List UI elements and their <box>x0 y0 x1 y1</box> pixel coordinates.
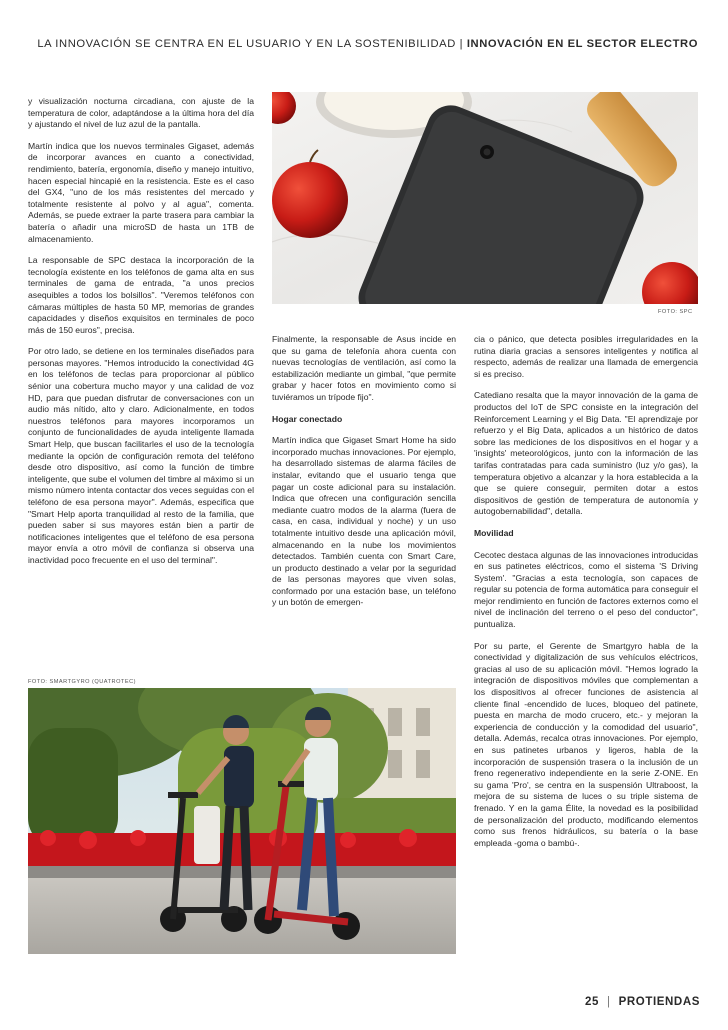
running-header <box>37 38 698 50</box>
photo-credit-smartgyro: FOTO: SMARTGYRO (QUATROTEC) <box>28 679 136 685</box>
photo-tablet <box>272 92 698 304</box>
magazine-name: PROTIENDAS <box>618 996 700 1008</box>
article-column-1 <box>28 96 254 577</box>
col3-paragraph: cia o pánico, que detecta posibles irregularidades en la rutina diaria gracias a sensores inteligentes y notifica al respecto, además de realizar una llamada de emergencia si es preciso. <box>474 334 698 379</box>
photo-credit-spc: FOTO: SPC <box>658 309 693 315</box>
subheading-movilidad: Movilidad <box>474 527 514 538</box>
col3-paragraph: Cecotec destaca algunas de las innovaciones introducidas en sus patinetes eléctricos, como el sistema 'S Driving System'. "Gracias a esta tecnología, son capaces de regular su potencia de forma automática para conseguir el mejor rendimiento en función de factores externos como el nivel de inclinación del terreno o el peso del conductor", puntualiza. <box>474 549 698 630</box>
header-text: LA INNOVACIÓN SE CENTRA EN EL USUARIO Y EN LA SOSTENIBILIDAD | <box>37 38 467 50</box>
header-section: INNOVACIÓN EN EL SECTOR ELECTRO <box>466 38 698 50</box>
tablet-photo-illustration <box>272 92 698 304</box>
photo-scooters <box>28 688 456 954</box>
page-footer <box>585 996 700 1008</box>
article-column-2 <box>272 334 456 619</box>
col1-paragraph: Por otro lado, se detiene en los terminales diseñados para personas mayores. "Hemos introducido la conectividad 4G en los teléfonos de teclas para proporcionar al público sénior una cobertura mucho mayor y una calidad de voz HD, para que puedan disfrutar de conversaciones con un audio más nítido, alto y claro. Adicionalmente, en todos nuestros teléfonos para mayores incorporamos un conjunto de funcionalidades de ayuda inteligente llamada Smart Help, que buscan facilitarles el uso de la tecnología mediante la opción de configuración remota del teléfono desde otro dispositivo, así como la función de timbre inteligente, que sube el volumen del timbre al máximo si un mismo número intenta contactar dos veces seguidas con el teléfono de esa persona mayor". Además, especifica que "Smart Help aporta tranquilidad al resto de la familia, que pueden saber si sus mayores están bien a partir de notificaciones inteligentes que el teléfono de esa persona mayor envía a otro móvil de confianza si observa una inactividad poco frecuente en el uso del terminal". <box>28 346 254 565</box>
scooter-photo-illustration <box>28 688 456 954</box>
col3-paragraph: Por su parte, el Gerente de Smartgyro habla de la conectividad y digitalización de sus vehículos eléctricos, gracias al uso de su aplicación móvil. "Hemos logrado la integración de dispositivos móviles que complementan a los dispositivos al ofrecer funciones de asistencia al cliente final -encendido de luces, bloqueo del patinete, puesta en marcha de modo crucero, etc.- y mejoran la experiencia de conducción y la comodidad del usuario", detalla. Además, recalca otras innovaciones. Por ejemplo, en sus patinetes urbanos y ligeros, habla de la incorporación de suspensión trasera o la inclusión de un freno regenerativo independiente en la serie Z-ONE. En su gama 'Pro', se centra en la suspensión Ultraboost, la mejora de su sistema de luces o su triple sistema de frenado. Y en la gama Élite, la novedad es la posibilidad de personalización del producto, modificando elementos como sus frenos hidráulicos, su batería o la base empleada -goma o bambú-. <box>474 640 698 848</box>
article-column-3 <box>474 334 698 859</box>
col1-paragraph: Martín indica que los nuevos terminales Gigaset, además de incorporar avances en cuanto a conectividad, rendimiento, batería, ergonomía, diseño y manejo intuitivo, hacen especial hincapié en la resistencia. Este es el caso del GX4, "uno de los más resistentes del mercado y totalmente resistente al polvo y al agua", comenta. Además, se puede extraer la parte trasera para cambiar la batería o añadir una microSD de hasta un 1TB de almacenamiento. <box>28 140 254 244</box>
col2-paragraph: Martín indica que Gigaset Smart Home ha sido incorporado muchas innovaciones. Por ejemplo, ha desarrollado sistemas de alarma fáciles de instalar, evitando que el usuario tenga que pagar un coste adicional para su instalación. Indica que ofrecen una configuración sencilla mediante cuatro modos de la alarma (fuera de casa, en casa, individual y noche) y un uso totalmente intuitivo desde una aplicación móvil, almacenando en la nube los movimientos detectados. También cuenta con Smart Care, un producto destinado a velar por la seguridad de las personas mayores que viven solas, conformado por una estación base, un teléfono y un botón de emergen- <box>272 435 456 608</box>
col1-paragraph: La responsable de SPC destaca la incorporación de la tecnología existente en los teléfonos de gama alta en sus terminales de gama de entrada, "a unos precios asequibles a todos los bolsillos". "Veremos teléfonos con cámaras múltiples de hasta 50 MP, memorias de grandes capacidades y diseños exquisitos en terminales de poco más de 150 euros", precisa. <box>28 255 254 335</box>
col3-paragraph: Catediano resalta que la mayor innovación de la gama de productos del IoT de SPC consiste en la integración del Reinforcement Learning y el Big Data. "El aprendizaje por refuerzo y el Big Data, aplicados a un histórico de datos sobre las mediciones de los dispositivos en el hogar y a 'insights' meteorológicos, junto con la información de las tarifas contratadas para cada suministro (luz y/o gas), la temperatura objetivo a alcanzar y la hora establecida a la que se quiere conseguir, permiten dotar a estos dispositivos de gestión de temperatura de autonomía y autogobernabilidad", detalla. <box>474 390 698 517</box>
col1-paragraph: y visualización nocturna circadiana, con ajuste de la temperatura de color, adaptándose a la última hora del día y ajustando el nivel de luz azul de la pantalla. <box>28 96 254 130</box>
footer-separator: | <box>607 996 611 1008</box>
subheading-hogar-conectado: Hogar conectado <box>272 413 343 424</box>
page-number: 25 <box>585 996 599 1008</box>
col2-paragraph: Finalmente, la responsable de Asus incide en que su gama de telefonía ahora cuenta con nuevas tecnologías de ventilación, así como la estabilización mediante un gimbal, "que permite grabar y hacer fotos en movimiento como si tuviéramos un trípode fijo". <box>272 334 456 402</box>
